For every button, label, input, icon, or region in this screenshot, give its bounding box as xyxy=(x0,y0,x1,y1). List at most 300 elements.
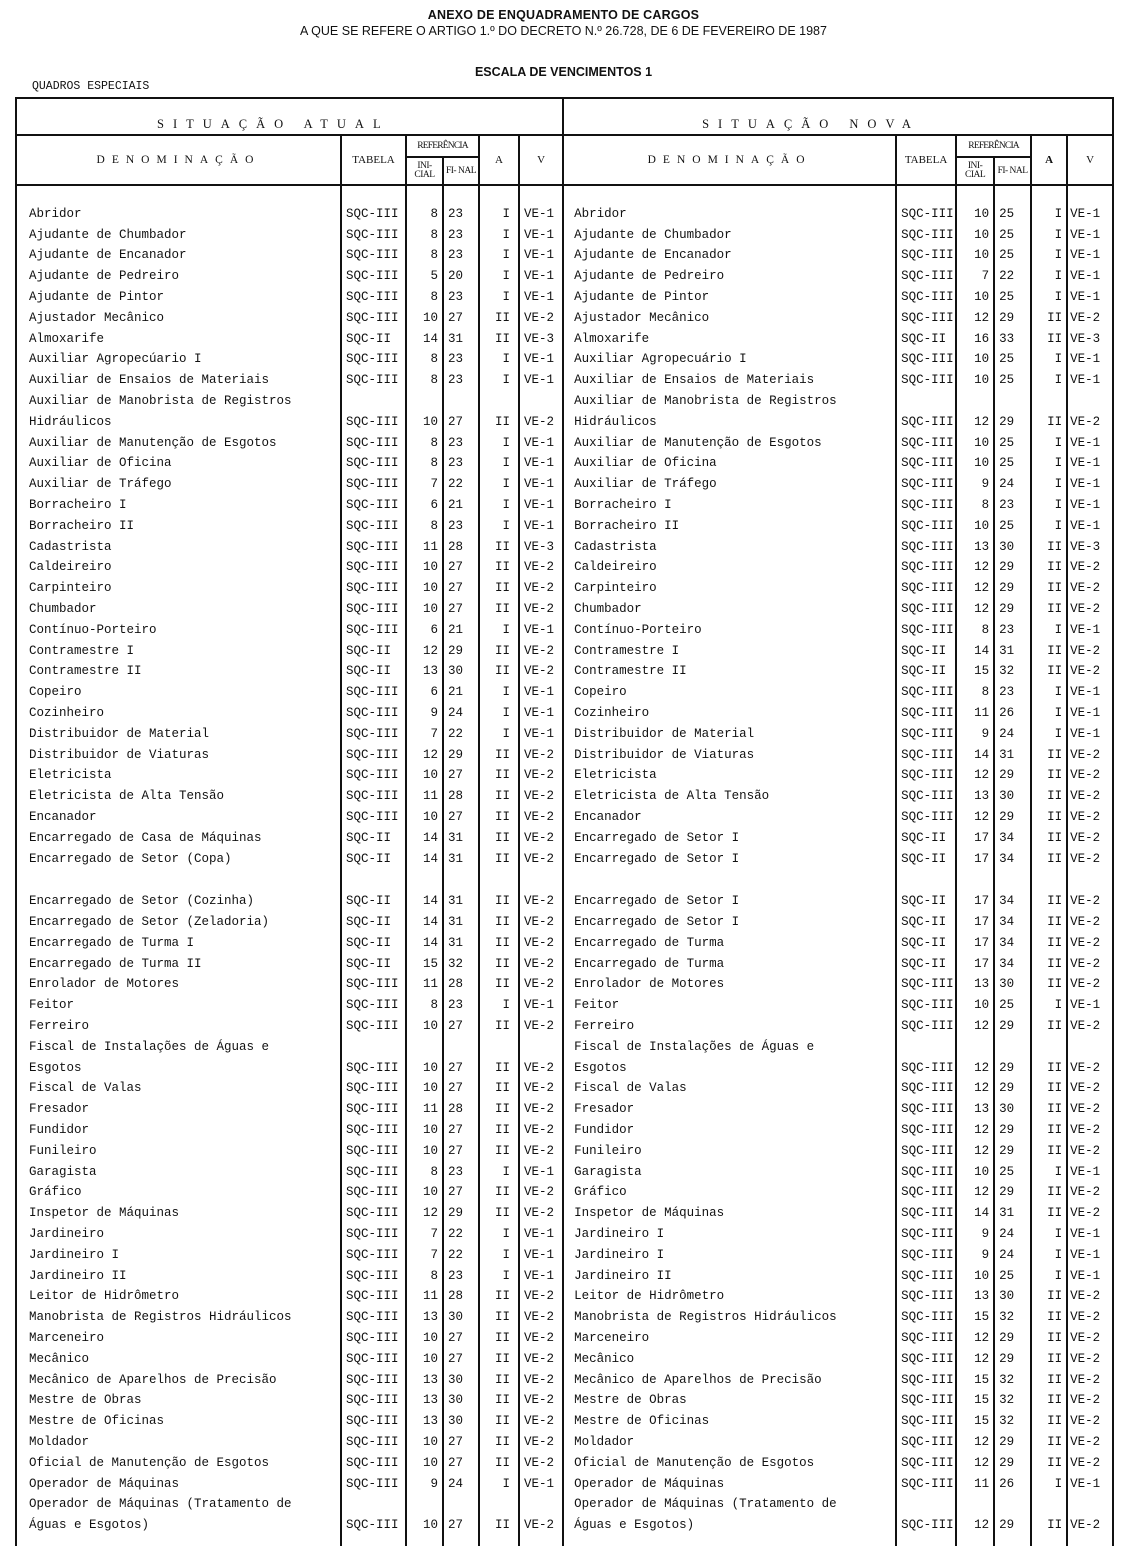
v-nova: VE-2 xyxy=(1067,888,1113,909)
denominacao-nova: Mecânico de Aparelhos de Precisão xyxy=(563,1366,896,1387)
referencia-inicial-atual: 10 xyxy=(406,554,443,575)
referencia-final-nova: 23 xyxy=(994,678,1031,699)
a-atual: II xyxy=(479,595,519,616)
table-row xyxy=(16,1407,1113,1428)
tabela-nova: SQC-III xyxy=(896,304,956,325)
col-header-a-atual: A xyxy=(479,135,519,185)
denominacao-atual: Oficial de Manutenção de Esgotos xyxy=(16,1449,341,1470)
table-row xyxy=(16,1470,1113,1491)
v-atual: VE-1 xyxy=(519,450,563,471)
referencia-final-atual: 21 xyxy=(443,678,479,699)
denominacao-nova: Mestre de Obras xyxy=(563,1387,896,1408)
table-row xyxy=(16,366,1113,387)
referencia-inicial-nova: 17 xyxy=(956,845,994,866)
a-nova: I xyxy=(1031,1158,1067,1179)
tabela-atual: SQC-II xyxy=(341,908,406,929)
v-atual: VE-2 xyxy=(519,824,563,845)
a-nova: II xyxy=(1031,1116,1067,1137)
v-nova: VE-2 xyxy=(1067,1324,1113,1345)
v-atual: VE-2 xyxy=(519,574,563,595)
referencia-inicial-atual: 8 xyxy=(406,429,443,450)
v-nova: VE-1 xyxy=(1067,678,1113,699)
tabela-atual: SQC-III xyxy=(341,1199,406,1220)
denominacao-atual: Encarregado de Setor (Copa) xyxy=(16,845,341,866)
tabela-atual: SQC-III xyxy=(341,1054,406,1075)
v-atual: VE-2 xyxy=(519,845,563,866)
v-atual: VE-1 xyxy=(519,678,563,699)
a-atual: I xyxy=(479,616,519,637)
v-atual: VE-2 xyxy=(519,1449,563,1470)
v-atual: VE-1 xyxy=(519,200,563,221)
v-atual: VE-3 xyxy=(519,325,563,346)
referencia-inicial-atual: 6 xyxy=(406,491,443,512)
tabela-nova: SQC-III xyxy=(896,1179,956,1200)
a-nova: II xyxy=(1031,1449,1067,1470)
referencia-final-atual: 23 xyxy=(443,991,479,1012)
denominacao-atual: Contínuo-Porteiro xyxy=(16,616,341,637)
referencia-final-nova: 34 xyxy=(994,929,1031,950)
table-row xyxy=(16,1137,1113,1158)
table-row xyxy=(16,533,1113,554)
tabela-nova: SQC-III xyxy=(896,1345,956,1366)
referencia-final-atual: 24 xyxy=(443,1470,479,1491)
denominacao-nova: Ajudante de Chumbador xyxy=(563,221,896,242)
v-atual: VE-2 xyxy=(519,950,563,971)
col-header-inicial-nova: INI- CIAL xyxy=(956,157,994,185)
tabela-nova: SQC-II xyxy=(896,824,956,845)
referencia-final-atual: 24 xyxy=(443,699,479,720)
v-atual: VE-2 xyxy=(519,304,563,325)
tabela-atual: SQC-III xyxy=(341,574,406,595)
tabela-atual: SQC-III xyxy=(341,1511,406,1532)
referencia-final-nova: 24 xyxy=(994,1241,1031,1262)
tabela-atual: SQC-III xyxy=(341,512,406,533)
denominacao-atual: Auxiliar de Ensaios de Materiais xyxy=(16,366,341,387)
referencia-final-atual: 27 xyxy=(443,304,479,325)
v-atual: VE-1 xyxy=(519,221,563,242)
referencia-final-nova: 32 xyxy=(994,1366,1031,1387)
v-nova: VE-1 xyxy=(1067,1262,1113,1283)
referencia-final-nova: 23 xyxy=(994,616,1031,637)
table-row xyxy=(16,1491,1113,1512)
tabela-atual: SQC-II xyxy=(341,658,406,679)
referencia-final-atual: 23 xyxy=(443,346,479,367)
table-row xyxy=(16,929,1113,950)
denominacao-atual: Encanador xyxy=(16,803,341,824)
denominacao-atual: Caldeireiro xyxy=(16,554,341,575)
a-atual: II xyxy=(479,971,519,992)
v-nova: VE-2 xyxy=(1067,908,1113,929)
tabela-atual: SQC-III xyxy=(341,1012,406,1033)
referencia-final-nova: 23 xyxy=(994,491,1031,512)
a-nova: I xyxy=(1031,699,1067,720)
denominacao-atual: Fiscal de Valas xyxy=(16,1075,341,1096)
tabela-nova: SQC-III xyxy=(896,1054,956,1075)
referencia-final-atual: 22 xyxy=(443,1241,479,1262)
a-atual: II xyxy=(479,1137,519,1158)
a-nova: II xyxy=(1031,1012,1067,1033)
v-atual: VE-2 xyxy=(519,408,563,429)
a-atual: II xyxy=(479,929,519,950)
v-atual: VE-1 xyxy=(519,720,563,741)
group-header-situacao-atual: SITUAÇÃO ATUAL xyxy=(16,98,563,135)
table-row xyxy=(16,221,1113,242)
v-atual: VE-1 xyxy=(519,470,563,491)
referencia-final-nova: 29 xyxy=(994,1116,1031,1137)
referencia-final-nova: 25 xyxy=(994,366,1031,387)
tabela-atual: SQC-III xyxy=(341,470,406,491)
tabela-nova: SQC-III xyxy=(896,1116,956,1137)
referencia-final-atual: 29 xyxy=(443,1199,479,1220)
referencia-inicial-atual: 10 xyxy=(406,1054,443,1075)
tabela-atual: SQC-III xyxy=(341,678,406,699)
denominacao-nova: Esgotos xyxy=(563,1054,896,1075)
tabela-nova: SQC-III xyxy=(896,200,956,221)
tabela-nova: SQC-III xyxy=(896,678,956,699)
a-nova: I xyxy=(1031,512,1067,533)
denominacao-nova: Feitor xyxy=(563,991,896,1012)
a-atual: II xyxy=(479,574,519,595)
denominacao-atual: Ajudante de Chumbador xyxy=(16,221,341,242)
v-nova: VE-2 xyxy=(1067,1407,1113,1428)
v-atual: VE-2 xyxy=(519,1511,563,1532)
referencia-final-atual: 23 xyxy=(443,366,479,387)
referencia-final-nova: 31 xyxy=(994,637,1031,658)
a-atual: II xyxy=(479,554,519,575)
table-row xyxy=(16,888,1113,909)
a-nova: II xyxy=(1031,741,1067,762)
denominacao-atual: Fresador xyxy=(16,1095,341,1116)
v-atual: VE-3 xyxy=(519,533,563,554)
table-row xyxy=(16,762,1113,783)
tabela-nova: SQC-III xyxy=(896,221,956,242)
referencia-inicial-nova: 10 xyxy=(956,991,994,1012)
tabela-atual: SQC-III xyxy=(341,1303,406,1324)
table-row xyxy=(16,1116,1113,1137)
tabela-nova: SQC-III xyxy=(896,1262,956,1283)
v-atual: VE-1 xyxy=(519,242,563,263)
denominacao-atual: Auxiliar de Tráfego xyxy=(16,470,341,491)
a-nova: II xyxy=(1031,1428,1067,1449)
v-nova: VE-1 xyxy=(1067,262,1113,283)
a-atual: II xyxy=(479,950,519,971)
referencia-inicial-nova: 12 xyxy=(956,304,994,325)
referencia-inicial-atual: 7 xyxy=(406,1241,443,1262)
referencia-final-nova: 25 xyxy=(994,283,1031,304)
denominacao-nova: Fundidor xyxy=(563,1116,896,1137)
tabela-nova: SQC-III xyxy=(896,1511,956,1532)
referencia-inicial-atual: 10 xyxy=(406,1075,443,1096)
a-nova: II xyxy=(1031,762,1067,783)
a-atual: II xyxy=(479,533,519,554)
denominacao-nova: Eletricista xyxy=(563,762,896,783)
table-row xyxy=(16,991,1113,1012)
referencia-final-atual: 27 xyxy=(443,408,479,429)
referencia-final-atual: 27 xyxy=(443,554,479,575)
referencia-inicial-nova: 12 xyxy=(956,1449,994,1470)
v-nova: VE-2 xyxy=(1067,762,1113,783)
denominacao-nova: Eletricista de Alta Tensão xyxy=(563,782,896,803)
referencia-final-atual: 31 xyxy=(443,845,479,866)
tabela-nova: SQC-III xyxy=(896,491,956,512)
table-row xyxy=(16,1241,1113,1262)
col-header-inicial-atual: INI- CIAL xyxy=(406,157,443,185)
denominacao-atual: Funileiro xyxy=(16,1137,341,1158)
a-nova: II xyxy=(1031,1366,1067,1387)
tabela-nova: SQC-III xyxy=(896,470,956,491)
a-nova: II xyxy=(1031,971,1067,992)
referencia-final-nova: 31 xyxy=(994,1199,1031,1220)
referencia-final-atual: 31 xyxy=(443,325,479,346)
v-atual: VE-2 xyxy=(519,1345,563,1366)
v-nova: VE-2 xyxy=(1067,782,1113,803)
denominacao-nova: Manobrista de Registros Hidráulicos xyxy=(563,1303,896,1324)
v-nova: VE-1 xyxy=(1067,470,1113,491)
tabela-atual: SQC-III xyxy=(341,283,406,304)
denominacao-nova: Distribuidor de Viaturas xyxy=(563,741,896,762)
referencia-final-nova: 29 xyxy=(994,803,1031,824)
tabela-nova: SQC-III xyxy=(896,574,956,595)
referencia-inicial-nova: 10 xyxy=(956,200,994,221)
referencia-final-nova: 29 xyxy=(994,554,1031,575)
table-row xyxy=(16,429,1113,450)
table-row xyxy=(16,782,1113,803)
referencia-inicial-nova: 12 xyxy=(956,1012,994,1033)
table-body xyxy=(16,185,1113,1546)
referencia-inicial-atual: 10 xyxy=(406,595,443,616)
referencia-final-atual: 27 xyxy=(443,1511,479,1532)
a-nova: II xyxy=(1031,1179,1067,1200)
referencia-final-nova: 24 xyxy=(994,470,1031,491)
referencia-final-atual: 22 xyxy=(443,1220,479,1241)
denominacao-nova: Carpinteiro xyxy=(563,574,896,595)
v-atual: VE-1 xyxy=(519,512,563,533)
tabela-atual: SQC-III xyxy=(341,1387,406,1408)
referencia-inicial-nova: 13 xyxy=(956,1283,994,1304)
referencia-inicial-nova: 12 xyxy=(956,1428,994,1449)
a-atual: I xyxy=(479,1262,519,1283)
v-nova: VE-2 xyxy=(1067,1179,1113,1200)
v-nova: VE-1 xyxy=(1067,1220,1113,1241)
denominacao-nova: Encanador xyxy=(563,803,896,824)
referencia-inicial-nova: 12 xyxy=(956,1054,994,1075)
referencia-final-atual: 21 xyxy=(443,616,479,637)
referencia-final-atual xyxy=(443,1491,479,1512)
tabela-nova: SQC-II xyxy=(896,845,956,866)
referencia-final-atual: 27 xyxy=(443,1075,479,1096)
referencia-final-atual: 23 xyxy=(443,200,479,221)
denominacao-atual: Almoxarife xyxy=(16,325,341,346)
tabela-nova: SQC-III xyxy=(896,450,956,471)
referencia-final-atual: 27 xyxy=(443,1449,479,1470)
table-row xyxy=(16,637,1113,658)
a-atual: I xyxy=(479,491,519,512)
referencia-inicial-atual: 5 xyxy=(406,262,443,283)
referencia-final-nova: 32 xyxy=(994,1303,1031,1324)
referencia-inicial-atual: 10 xyxy=(406,762,443,783)
tabela-atual: SQC-III xyxy=(341,1366,406,1387)
v-atual: VE-2 xyxy=(519,888,563,909)
referencia-final-nova: 29 xyxy=(994,1054,1031,1075)
referencia-inicial-nova: 10 xyxy=(956,366,994,387)
referencia-final-nova: 29 xyxy=(994,574,1031,595)
referencia-inicial-nova: 12 xyxy=(956,762,994,783)
referencia-inicial-nova: 7 xyxy=(956,262,994,283)
referencia-final-nova: 33 xyxy=(994,325,1031,346)
tabela-nova: SQC-III xyxy=(896,1303,956,1324)
referencia-final-nova: 25 xyxy=(994,450,1031,471)
referencia-inicial-nova: 14 xyxy=(956,1199,994,1220)
table-row xyxy=(16,1324,1113,1345)
denominacao-atual: Marceneiro xyxy=(16,1324,341,1345)
referencia-inicial-atual: 8 xyxy=(406,450,443,471)
denominacao-nova: Distribuidor de Material xyxy=(563,720,896,741)
referencia-final-nova: 30 xyxy=(994,971,1031,992)
col-header-final-atual: FI- NAL xyxy=(443,157,479,185)
v-atual: VE-1 xyxy=(519,1158,563,1179)
a-nova: I xyxy=(1031,1220,1067,1241)
a-nova: II xyxy=(1031,325,1067,346)
denominacao-atual: Distribuidor de Viaturas xyxy=(16,741,341,762)
a-nova: II xyxy=(1031,1407,1067,1428)
a-nova: I xyxy=(1031,720,1067,741)
referencia-inicial-nova: 12 xyxy=(956,595,994,616)
v-nova: VE-1 xyxy=(1067,346,1113,367)
denominacao-atual: Operador de Máquinas xyxy=(16,1470,341,1491)
table-row xyxy=(16,1199,1113,1220)
tabela-atual: SQC-III xyxy=(341,262,406,283)
referencia-inicial-nova: 10 xyxy=(956,346,994,367)
tabela-atual: SQC-III xyxy=(341,1345,406,1366)
referencia-inicial-atual: 8 xyxy=(406,283,443,304)
referencia-final-nova: 34 xyxy=(994,950,1031,971)
referencia-final-atual: 27 xyxy=(443,803,479,824)
denominacao-nova: Ajustador Mecânico xyxy=(563,304,896,325)
a-nova: I xyxy=(1031,221,1067,242)
v-atual: VE-2 xyxy=(519,1199,563,1220)
referencia-final-nova: 25 xyxy=(994,346,1031,367)
referencia-final-nova: 29 xyxy=(994,1012,1031,1033)
denominacao-nova: Encarregado de Turma xyxy=(563,929,896,950)
a-atual: II xyxy=(479,1511,519,1532)
v-atual: VE-2 xyxy=(519,1012,563,1033)
referencia-inicial-atual: 10 xyxy=(406,1179,443,1200)
denominacao-nova: Chumbador xyxy=(563,595,896,616)
table-row xyxy=(16,1303,1113,1324)
a-nova: II xyxy=(1031,1283,1067,1304)
v-nova: VE-2 xyxy=(1067,971,1113,992)
referencia-final-atual: 27 xyxy=(443,1137,479,1158)
a-nova: I xyxy=(1031,450,1067,471)
v-atual: VE-2 xyxy=(519,1116,563,1137)
a-atual: II xyxy=(479,1366,519,1387)
a-nova: II xyxy=(1031,637,1067,658)
a-atual: II xyxy=(479,658,519,679)
tabela-nova: SQC-III xyxy=(896,782,956,803)
v-atual: VE-1 xyxy=(519,491,563,512)
a-atual: II xyxy=(479,408,519,429)
referencia-inicial-atual: 10 xyxy=(406,574,443,595)
referencia-final-atual: 22 xyxy=(443,470,479,491)
denominacao-atual: Borracheiro II xyxy=(16,512,341,533)
referencia-final-atual: 30 xyxy=(443,1387,479,1408)
a-nova: II xyxy=(1031,1387,1067,1408)
table-row xyxy=(16,658,1113,679)
col-header-a-nova: A xyxy=(1031,135,1067,185)
denominacao-nova: Fiscal de Instalações de Águas e xyxy=(563,1033,896,1054)
tabela-nova: SQC-II xyxy=(896,325,956,346)
referencia-final-nova: 29 xyxy=(994,1324,1031,1345)
denominacao-nova: Auxiliar de Manobrista de Registros xyxy=(563,387,896,408)
a-nova: II xyxy=(1031,782,1067,803)
denominacao-nova: Abridor xyxy=(563,200,896,221)
denominacao-nova: Marceneiro xyxy=(563,1324,896,1345)
referencia-inicial-nova: 10 xyxy=(956,450,994,471)
referencia-final-nova: 25 xyxy=(994,991,1031,1012)
tabela-atual: SQC-III xyxy=(341,554,406,575)
a-nova: I xyxy=(1031,1262,1067,1283)
v-nova: VE-2 xyxy=(1067,824,1113,845)
v-nova: VE-1 xyxy=(1067,242,1113,263)
denominacao-nova: Contínuo-Porteiro xyxy=(563,616,896,637)
denominacao-nova: Oficial de Manutenção de Esgotos xyxy=(563,1449,896,1470)
a-nova xyxy=(1031,387,1067,408)
referencia-final-atual xyxy=(443,1033,479,1054)
tabela-atual: SQC-III xyxy=(341,242,406,263)
referencia-final-atual: 27 xyxy=(443,1012,479,1033)
referencia-inicial-atual: 12 xyxy=(406,1199,443,1220)
table-row xyxy=(16,845,1113,866)
referencia-inicial-atual: 8 xyxy=(406,991,443,1012)
table-row xyxy=(16,1054,1113,1075)
referencia-inicial-atual: 10 xyxy=(406,408,443,429)
referencia-inicial-nova: 13 xyxy=(956,971,994,992)
denominacao-nova: Borracheiro II xyxy=(563,512,896,533)
tabela-atual xyxy=(341,1491,406,1512)
tabela-nova: SQC-III xyxy=(896,1470,956,1491)
tabela-atual: SQC-III xyxy=(341,1137,406,1158)
referencia-final-atual: 21 xyxy=(443,491,479,512)
denominacao-atual: Borracheiro I xyxy=(16,491,341,512)
referencia-final-nova xyxy=(994,1033,1031,1054)
tabela-atual: SQC-II xyxy=(341,637,406,658)
a-atual: I xyxy=(479,283,519,304)
tabela-atual: SQC-III xyxy=(341,1324,406,1345)
a-nova: I xyxy=(1031,470,1067,491)
referencia-final-nova: 30 xyxy=(994,1283,1031,1304)
denominacao-atual: Ferreiro xyxy=(16,1012,341,1033)
tabela-atual: SQC-III xyxy=(341,616,406,637)
tabela-atual: SQC-III xyxy=(341,491,406,512)
referencia-inicial-nova: 10 xyxy=(956,283,994,304)
tabela-atual xyxy=(341,1033,406,1054)
referencia-final-nova: 30 xyxy=(994,782,1031,803)
referencia-inicial-nova: 10 xyxy=(956,512,994,533)
tabela-atual: SQC-III xyxy=(341,991,406,1012)
a-nova: II xyxy=(1031,1199,1067,1220)
referencia-inicial-atual: 10 xyxy=(406,1511,443,1532)
denominacao-atual: Mecânico de Aparelhos de Precisão xyxy=(16,1366,341,1387)
tabela-atual: SQC-II xyxy=(341,325,406,346)
denominacao-nova: Fiscal de Valas xyxy=(563,1075,896,1096)
v-nova: VE-2 xyxy=(1067,304,1113,325)
a-nova: II xyxy=(1031,950,1067,971)
referencia-final-nova: 29 xyxy=(994,762,1031,783)
denominacao-nova: Enrolador de Motores xyxy=(563,971,896,992)
tabela-nova: SQC-III xyxy=(896,366,956,387)
tabela-nova: SQC-III xyxy=(896,1324,956,1345)
referencia-inicial-nova: 13 xyxy=(956,533,994,554)
